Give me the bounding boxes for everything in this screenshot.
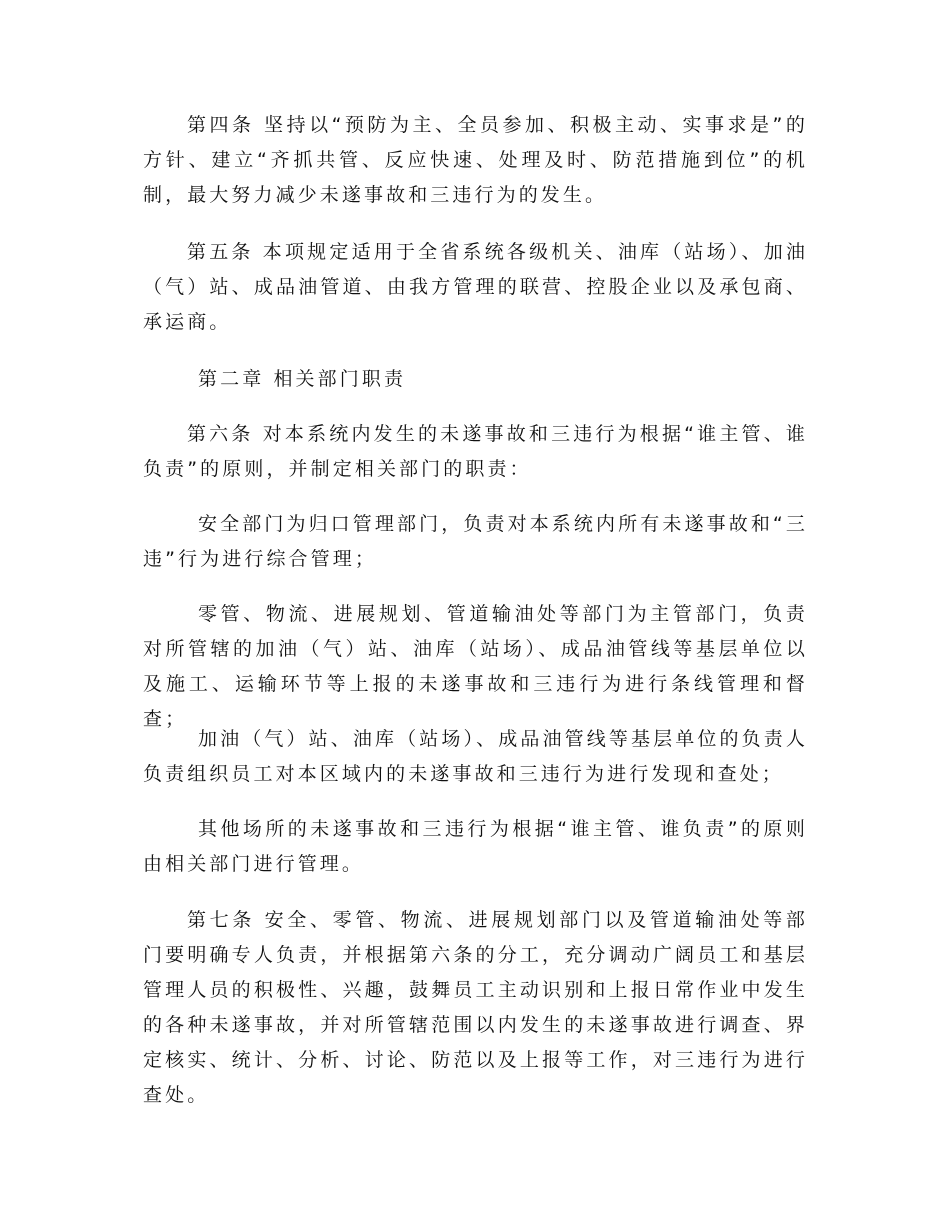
article-6-item-2: 零管、物流、进展规划、管道输油处等部门为主管部门，负责对所管辖的加油（气）站、油库（站场）、成品油管线等基层单位以及施工、运输环节等上报的未遂事故和三违行为进行条线管理和督查； <box>143 603 808 730</box>
article-7: 第七条 安全、零管、物流、进展规划部门以及管道输油处等部门要明确专人负责，并根据第六条的分工，充分调动广阔员工和基层管理人员的积极性、兴趣，鼓舞员工主动识别和上报日常作业中发生的各种未遂事故，并对所管辖范围以内发生的未遂事故进行调查、界定核实、统计、分析、讨论、防范以及上报等工作，对三违行为进行查处。 <box>143 909 808 1106</box>
article-6-item-4: 其他场所的未遂事故和三违行为根据“谁主管、谁负责”的原则由相关部门进行管理。 <box>143 818 808 875</box>
article-6: 第六条 对本系统内发生的未遂事故和三违行为根据“谁主管、谁负责”的原则，并制定相关部门的职责： <box>143 423 808 480</box>
article-4: 第四条 坚持以“预防为主、全员参加、积极主动、实事求是”的方针、建立“齐抓共管、反应快速、处理及时、防范措施到位”的机制，最大努力减少未遂事故和三违行为的发生。 <box>143 114 808 206</box>
article-6-item-1: 安全部门为归口管理部门，负责对本系统内所有未遂事故和“三违”行为进行综合管理； <box>143 513 808 570</box>
chapter-2-title: 第二章 相关部门职责 <box>198 368 407 390</box>
article-5: 第五条 本项规定适用于全省系统各级机关、油库（站场）、加油（气）站、成品油管道、由我方管理的联营、控股企业以及承包商、承运商。 <box>143 241 808 333</box>
article-6-item-3: 加油（气）站、油库（站场）、成品油管线等基层单位的负责人负责组织员工对本区域内的未遂事故和三违行为进行发现和查处； <box>143 728 808 785</box>
